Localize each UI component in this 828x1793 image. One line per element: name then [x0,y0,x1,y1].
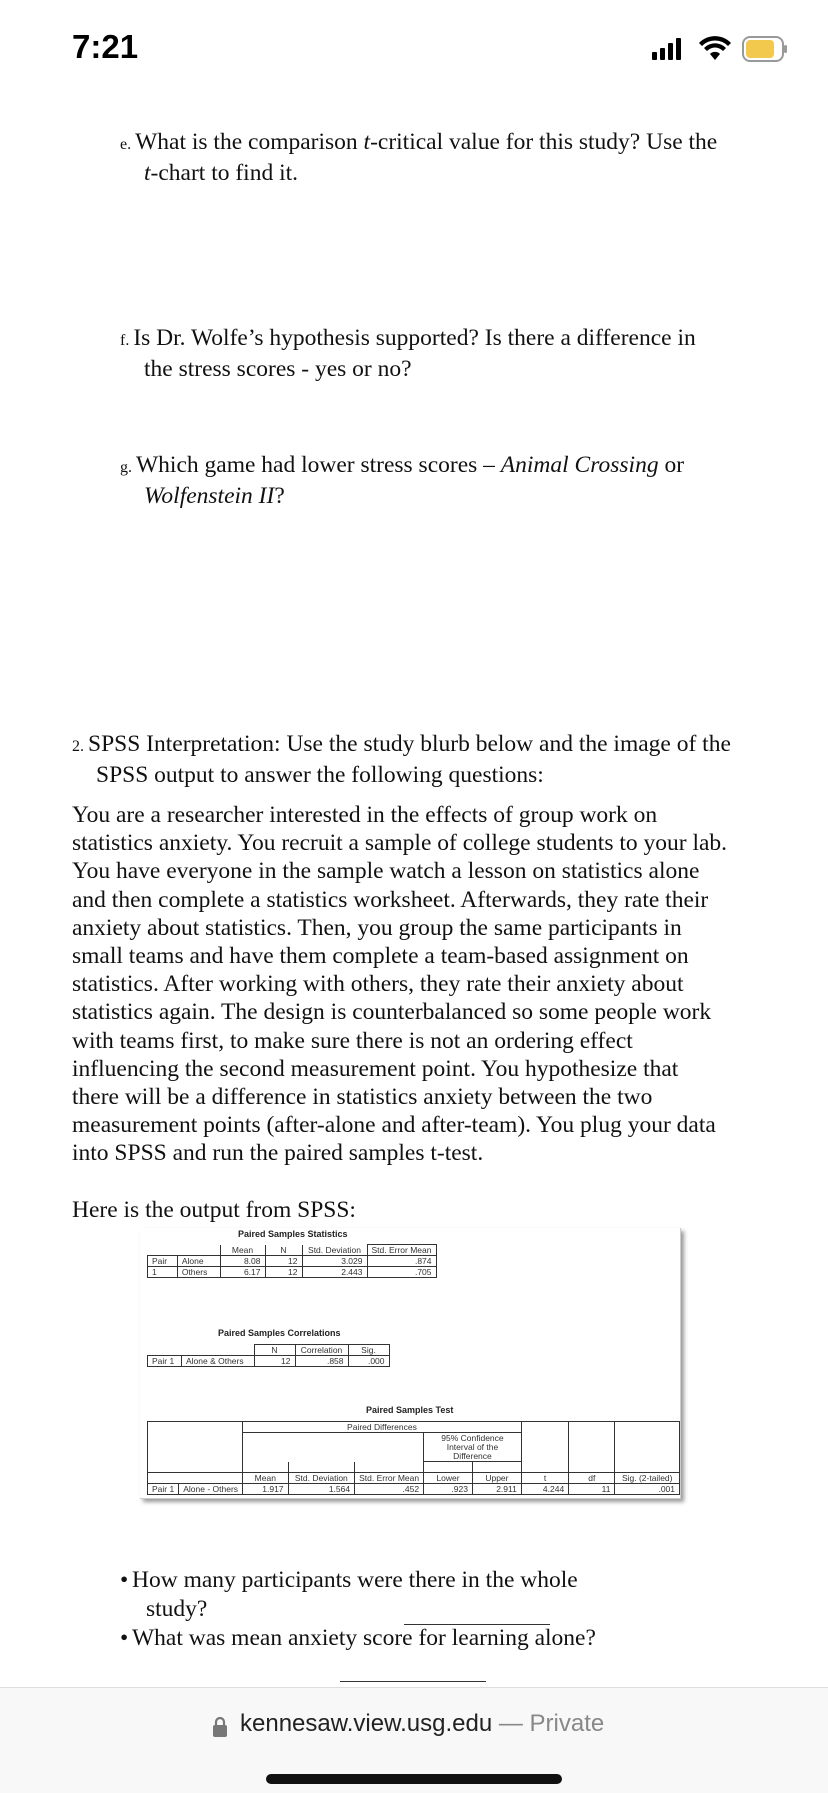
answer-blank-1[interactable] [404,1624,550,1625]
study-blurb: You are a researcher interested in the effects of group work on statistics anxiety. You recruit a sample of college students to your lab. You have everyone in the sample watch a lesson on statistics alone and then complete a statistics worksheet. Afterwards, they rate their anxiety about statistics. Then, you group the same participants in small teams and have them complete a team-based assignment on statistics. After working with others, they rate their anxiety about statistics again. The design is counterbalanced so some people work with teams first, to make sure there is not an ordering effect influencing the second measurement point. You hypothesize that there will be a difference in statistics anxiety between the two measurement points (after-alone and after-team). You plug your data into SPSS and run the paired samples t-test. [72,802,728,1167]
list-item: • How many participants were there in the whole study? [120,1567,578,1622]
wifi-icon [698,36,732,62]
question-2: 2. SPSS Interpretation: Use the study blurb below and the image of the SPSS output to answer the following questions: [72,731,731,788]
question-bullets [120,1566,596,1653]
table-row: Pair 1 Alone - Others 1.917 1.564 .452 .923 2.911 4.244 11 .001 [148,1484,680,1495]
home-indicator[interactable] [266,1774,562,1784]
corr-title: Paired Samples Correlations [218,1328,341,1338]
stats-title: Paired Samples Statistics [238,1229,348,1239]
list-item: • What was mean anxiety score for learning alone? [120,1625,596,1651]
status-bar [0,0,828,100]
table-row: Pair Alone 8.08 12 3.029 .874 [148,1256,437,1267]
test-title: Paired Samples Test [366,1405,454,1415]
battery-icon [742,36,788,62]
answer-blank-2[interactable] [340,1681,486,1682]
table-row: 1 Others 6.17 12 2.443 .705 [148,1267,437,1278]
paired-stats-table: Mean N Std. Deviation Std. Error Mean Pair Alone 8.08 12 3.029 .874 1 Others 6.17 12 2.443 .705 [147,1244,437,1278]
paired-corr-table: N Correlation Sig. Pair 1 Alone & Others 12 .858 .000 [147,1344,390,1367]
clock: 7:21 [72,28,139,65]
question-g: g. Which game had lower stress scores – Animal Crossing or Wolfenstein II? [120,452,685,509]
question-e: e. What is the comparison t-critical value for this study? Use the t-chart to find it. [120,129,718,186]
spss-output [140,1228,681,1499]
question-f: f. Is Dr. Wolfe’s hypothesis supported? Is there a difference in the stress scores - yes or no? [120,325,696,382]
url-text[interactable]: kennesaw.view.usg.edu — Private [240,1710,605,1737]
output-label: Here is the output from SPSS: [72,1197,356,1223]
cellular-signal-icon [652,38,684,60]
table-row: Pair 1 Alone & Others 12 .858 .000 [148,1356,390,1367]
paired-test-table: Paired Differences 95% Confidence Interval of the Difference Mean Std. Deviation Std. Error Mean Lower Upper t df Sig. (2-tailed) Pair 1 Alone - Others 1.917 1.564 .452 .923 2.911 4.244 11 .001 [147,1421,680,1495]
lock-icon [212,1716,228,1738]
